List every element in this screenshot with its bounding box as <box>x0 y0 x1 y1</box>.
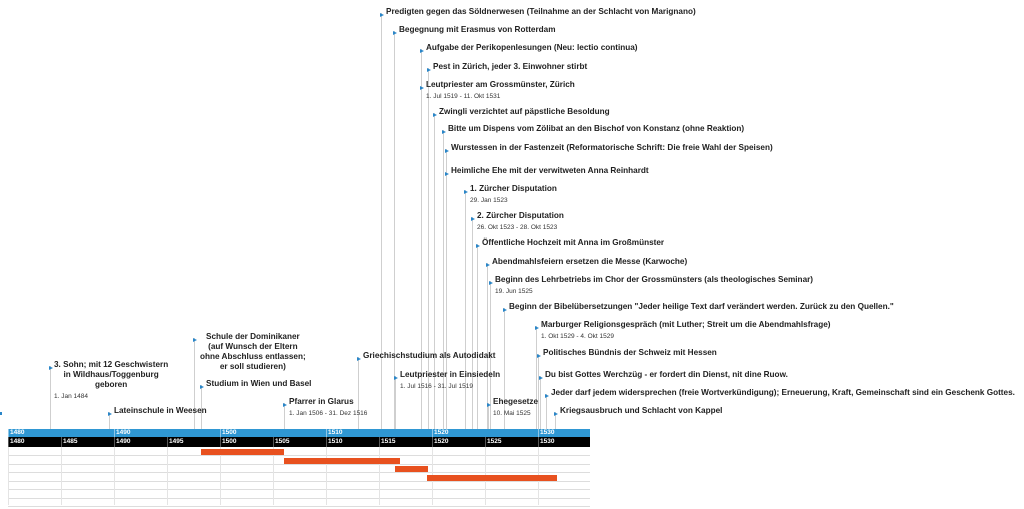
grid-column <box>8 447 9 505</box>
event-date: 1. Jan 1506 - 31. Dez 1516 <box>289 410 368 417</box>
event-lehrbetrieb <box>495 275 813 296</box>
event-marker-ehegesetze <box>487 403 491 407</box>
year-label: 1485 <box>63 438 78 445</box>
event-marker-hochzeit <box>476 244 480 248</box>
event-title: Abendmahlsfeiern ersetzen die Messe (Karwoche) <box>492 257 688 266</box>
year-tick <box>114 437 115 447</box>
event-buendnis <box>543 348 717 358</box>
year-label: 1505 <box>275 438 290 445</box>
event-connector-erasmus <box>394 31 395 429</box>
event-disputation2 <box>477 211 564 232</box>
event-title: Leutpriester in Einsiedeln <box>400 370 501 379</box>
grid-row <box>8 498 590 499</box>
event-marker-wien-basel <box>200 385 204 389</box>
event-title: Ehegesetze <box>493 397 539 406</box>
event-title: Bitte um Dispens vom Zölibat an den Bischof von Konstanz (ohne Reaktion) <box>448 124 745 133</box>
event-title: Heimliche Ehe mit der verwitweten Anna Reinhardt <box>451 166 649 175</box>
event-wien-basel <box>206 379 311 389</box>
event-erasmus <box>399 25 556 35</box>
event-title: Lateinschule in Weesen <box>114 406 207 415</box>
period-bar-einsiedeln <box>395 466 428 472</box>
event-griechisch <box>363 351 496 361</box>
event-marker-widersprechen <box>545 394 549 398</box>
event-title: Zwingli verzichtet auf päpstliche Besoldung <box>439 107 610 116</box>
event-predigten <box>386 7 696 17</box>
event-connector-werkzueg <box>540 376 541 429</box>
event-marker-disputation2 <box>471 217 475 221</box>
event-date: 19. Jun 1525 <box>495 288 533 295</box>
event-connector-griechisch <box>358 357 359 429</box>
decade-tick <box>326 429 327 437</box>
event-dispens <box>448 124 744 134</box>
event-title: Pfarrer in Glarus <box>289 397 354 406</box>
grid-column <box>114 447 115 505</box>
event-marker-ehe <box>445 172 449 176</box>
event-widersprechen <box>551 388 1015 398</box>
year-tick <box>273 437 274 447</box>
grid-row <box>8 506 590 507</box>
event-marker-lehrbetrieb <box>489 281 493 285</box>
year-tick <box>379 437 380 447</box>
event-marker-bibel <box>503 308 507 312</box>
grid-column <box>61 447 62 505</box>
year-label: 1520 <box>434 438 449 445</box>
year-label: 1490 <box>116 438 131 445</box>
event-connector-buendnis <box>538 354 539 429</box>
event-werkzueg <box>545 370 788 380</box>
event-title: Griechischstudium als Autodidakt <box>363 351 496 360</box>
event-marker-glarus <box>283 403 287 407</box>
event-hochzeit <box>482 238 664 248</box>
decade-label: 1490 <box>116 429 131 436</box>
event-title: Beginn des Lehrbetriebs im Chor der Grossmünsters (als theologisches Seminar) <box>495 275 814 284</box>
event-marker-perikopen <box>420 49 424 53</box>
decade-label: 1510 <box>328 429 343 436</box>
event-leutpriester-zuerich <box>426 80 575 101</box>
event-title: Pest in Zürich, jeder 3. Einwohner stirbt <box>433 62 588 71</box>
event-pest <box>433 62 587 72</box>
event-title: 1. Zürcher Disputation <box>470 184 557 193</box>
year-label: 1530 <box>540 438 555 445</box>
event-marker-erasmus <box>393 31 397 35</box>
event-marker-predigten <box>380 13 384 17</box>
event-disputation1 <box>470 184 557 205</box>
year-label: 1525 <box>487 438 502 445</box>
event-title: Schule der Dominikaner (auf Wunsch der Eltern ohne Abschluss entlassen; er soll studieren) <box>200 332 306 371</box>
year-tick <box>326 437 327 447</box>
decade-label: 1500 <box>222 429 237 436</box>
decade-tick <box>114 429 115 437</box>
event-date: 1. Jan 1484 <box>54 393 88 400</box>
event-ehegesetze <box>493 397 538 418</box>
decade-scale-band <box>8 429 590 437</box>
event-title: Begegnung mit Erasmus von Rotterdam <box>399 25 556 34</box>
event-marker-abendmahl <box>486 263 490 267</box>
event-leutpriester-einsiedeln <box>400 370 500 391</box>
decade-label: 1520 <box>434 429 449 436</box>
event-marker-leutpriester-zuerich <box>420 86 424 90</box>
year-label: 1500 <box>222 438 237 445</box>
event-marker-weesen <box>108 412 112 416</box>
event-connector-widersprechen <box>546 394 547 429</box>
event-marker-griechisch <box>357 357 361 361</box>
decade-tick <box>432 429 433 437</box>
event-marker-dominikaner <box>193 338 197 342</box>
event-dominikaner <box>200 332 306 372</box>
event-marker-besoldung <box>433 113 437 117</box>
event-marker-leutpriester-einsiedeln <box>394 376 398 380</box>
year-tick <box>538 437 539 447</box>
event-kappel <box>560 406 722 416</box>
event-connector-hochzeit <box>477 244 478 429</box>
event-glarus <box>289 397 367 418</box>
event-title: Leutpriester am Grossmünster, Zürich <box>426 80 575 89</box>
event-marker-geboren <box>49 366 53 370</box>
decade-tick <box>220 429 221 437</box>
grid-column <box>326 447 327 505</box>
year-tick <box>167 437 168 447</box>
event-title: Studium in Wien und Basel <box>206 379 312 388</box>
event-title: Jeder darf jedem widersprechen (freie Wortverkündigung); Erneuerung, Kraft, Gemeinschaft sind ein Geschenk Gottes. <box>551 388 1015 397</box>
event-date: 1. Okt 1529 - 4. Okt 1529 <box>541 333 614 340</box>
event-marburg <box>541 320 831 341</box>
year-label: 1515 <box>381 438 396 445</box>
grid-column <box>273 447 274 505</box>
grid-row <box>8 472 590 473</box>
event-besoldung <box>439 107 610 117</box>
event-date: 1. Jul 1519 - 11. Okt 1531 <box>426 93 501 100</box>
year-tick <box>8 437 9 447</box>
grid-column <box>379 447 380 505</box>
event-connector-geboren <box>50 366 51 429</box>
left-edge-marker <box>0 412 2 415</box>
event-marker-werkzueg <box>539 376 543 380</box>
grid-column <box>167 447 168 505</box>
event-title: Du bist Gottes Werchzüg - er fordert din Dienst, nit dine Ruow. <box>545 370 788 379</box>
event-title: Kriegsausbruch und Schlacht von Kappel <box>560 406 723 415</box>
year-tick <box>61 437 62 447</box>
event-date: 1. Jul 1516 - 31. Jul 1519 <box>400 383 473 390</box>
event-marker-pest <box>427 68 431 72</box>
year-scale-band <box>8 437 590 447</box>
event-title: Aufgabe der Perikopenlesungen (Neu: lectio continua) <box>426 43 638 52</box>
period-bar-zuerich <box>427 475 557 481</box>
event-title: Marburger Religionsgespräch (mit Luther; Streit um die Abendmahlsfrage) <box>541 320 831 329</box>
decade-tick <box>8 429 9 437</box>
event-title: Wurstessen in der Fastenzeit (Reformatorische Schrift: Die freie Wahl der Speisen) <box>451 143 773 152</box>
year-label: 1495 <box>169 438 184 445</box>
event-bibel <box>509 302 894 312</box>
year-tick <box>220 437 221 447</box>
decade-label: 1530 <box>540 429 555 436</box>
decade-tick <box>538 429 539 437</box>
event-marker-wurstessen <box>445 149 449 153</box>
event-abendmahl <box>492 257 687 267</box>
grid-row <box>8 489 590 490</box>
event-marker-kappel <box>554 412 558 416</box>
year-tick <box>485 437 486 447</box>
event-marker-disputation1 <box>464 190 468 194</box>
event-marker-buendnis <box>537 354 541 358</box>
event-wurstessen <box>451 143 773 153</box>
grid-row <box>8 455 590 456</box>
grid-column <box>220 447 221 505</box>
year-label: 1480 <box>10 438 25 445</box>
event-date: 10. Mai 1525 <box>493 410 531 417</box>
year-tick <box>432 437 433 447</box>
event-connector-disputation2 <box>472 217 473 429</box>
event-marker-dispens <box>442 130 446 134</box>
event-title: Predigten gegen das Söldnerwesen (Teilnahme an der Schlacht von Marignano) <box>386 7 696 16</box>
event-date: 29. Jan 1523 <box>470 197 508 204</box>
event-connector-leutpriester-einsiedeln <box>395 376 396 429</box>
year-label: 1510 <box>328 438 343 445</box>
event-title: 3. Sohn; mit 12 Geschwistern in Wildhaus/Toggenburg geboren <box>54 360 169 389</box>
period-bar-studium <box>201 449 284 455</box>
event-connector-disputation1 <box>465 190 466 429</box>
event-title: Beginn der Bibelübersetzungen "Jeder heilige Text darf verändert werden. Zurück zu den Quellen." <box>509 302 894 311</box>
event-title: 2. Zürcher Disputation <box>477 211 564 220</box>
event-weesen <box>114 406 207 416</box>
event-title: Öffentliche Hochzeit mit Anna im Großmünster <box>482 238 665 247</box>
event-ehe <box>451 166 649 176</box>
event-marker-marburg <box>535 326 539 330</box>
event-perikopen <box>426 43 638 53</box>
event-geboren <box>54 360 168 401</box>
event-title: Politisches Bündnis der Schweiz mit Hessen <box>543 348 717 357</box>
event-connector-predigten <box>381 13 382 429</box>
event-date: 26. Okt 1523 - 28. Okt 1523 <box>477 224 558 231</box>
decade-label: 1480 <box>10 429 25 436</box>
period-bar-glarus <box>284 458 400 464</box>
